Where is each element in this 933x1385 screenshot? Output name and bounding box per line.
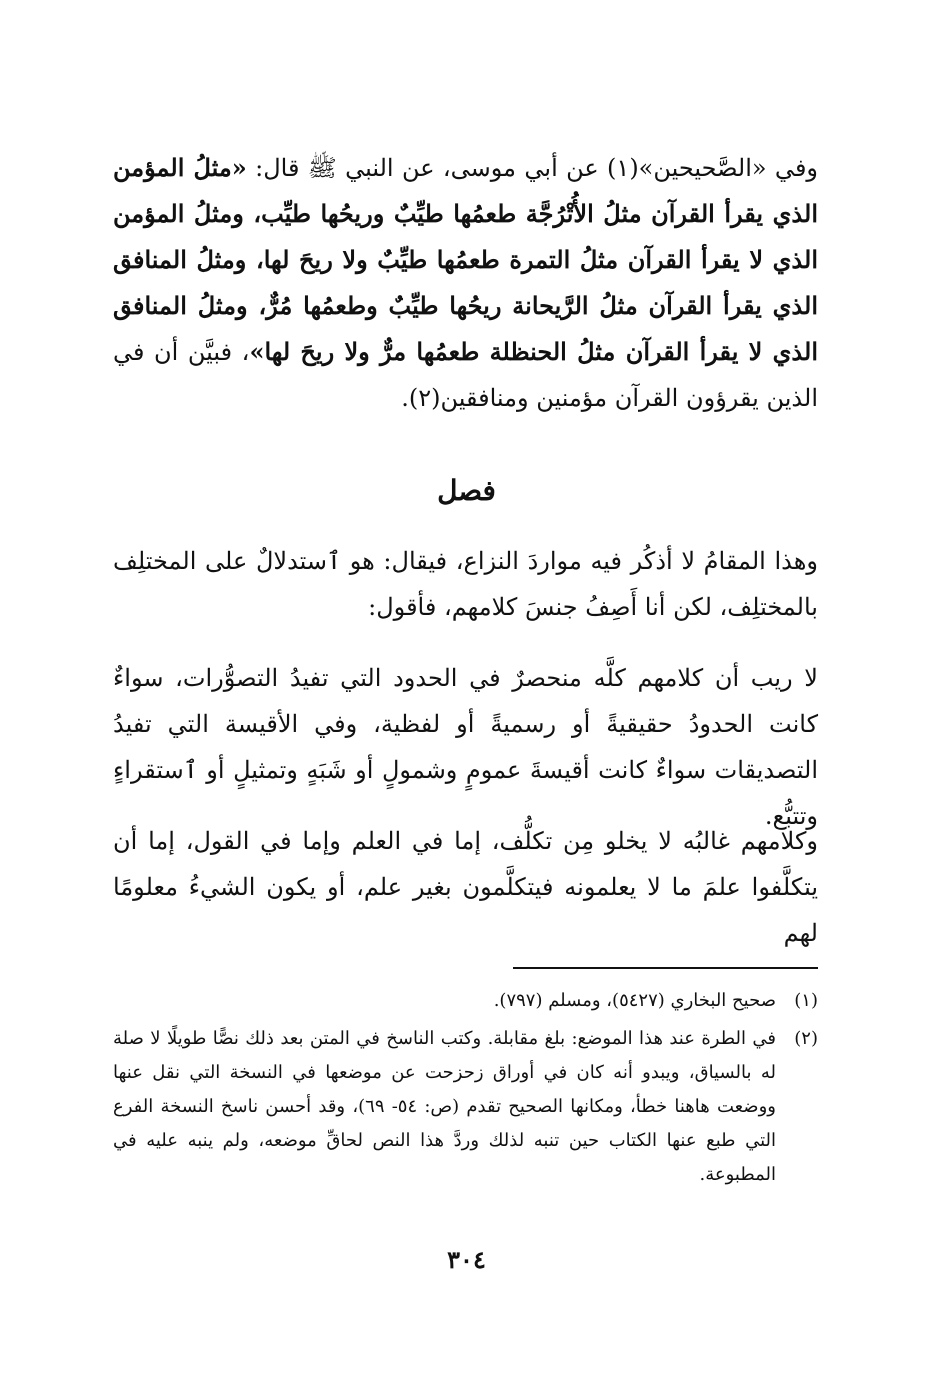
hadith-paragraph — [113, 145, 818, 421]
footnote-text: في الطرة عند هذا الموضع: بلغ مقابلة. وكتب الناسخ في المتن بعد ذلك نصًّا طويلًا لا صلة له بالسياق، ويبدو أنه كان في أوراق زحزحت عن موضعها في النسخة التي نقل عنها ووضعت هاهنا خطأ، ومكانها الصحيح تقدم (ص: ٥٤- ٦٩)، وقد أحسن ناسخ النسخة الفرع التي طبع عنها الكتاب حين تنبه لذلك وردَّ هذا النص لحاقِّ موضعه، ولم ينبه عليه في المطبوعة. — [113, 1028, 776, 1185]
footnote-number: (٢) — [794, 1028, 818, 1049]
footnote-divider — [513, 967, 818, 969]
hadith-quote: «مثلُ المؤمن الذي يقرأ القرآن مثلُ الأُتْرُجَّة طعمُها طيِّبٌ وريحُها طيِّب، ومثلُ المؤمن الذي لا يقرأ القرآن مثلُ التمرة طعمُها طيِّبٌ ولا ريحَ لها، ومثلُ المنافق الذي يقرأ القرآن مثلُ الرَّيحانة ريحُها طيِّبٌ وطعمُها مُرٌّ، ومثلُ المنافق الذي لا يقرأ القرآن مثلُ الحنظلة طعمُها مرٌّ ولا ريحَ لها» — [113, 153, 818, 366]
section-heading: فصل — [437, 474, 496, 507]
hadith-intro: وفي «الصَّحيحين»(١) عن أبي موسى، عن النبي ﷺ قال: — [246, 154, 819, 182]
footnote-1 — [113, 984, 818, 1018]
body-paragraph-definitions: لا ريب أن كلامهم كلَّه منحصرٌ في الحدود التي تفيدُ التصوُّرات، سواءٌ كانت الحدودُ حقيقيةً أو رسميةً أو لفظية، وفي الأقيسة التي تفيدُ التصديقات سواءٌ كانت أقيسةَ عمومٍ وشمولٍ أو شَبَهٍ وتمثيلٍ أو ٱستقراءٍ وتتبُّع. — [113, 664, 818, 830]
footnote-number: (١) — [794, 990, 818, 1011]
hadith-outro: ، فبيَّن أن في الذين يقرؤون القرآن مؤمنين ومنافقين(٢). — [113, 338, 818, 412]
footnotes — [113, 984, 818, 1196]
body-paragraph-intro: وهذا المقامُ لا أذكُر فيه مواردَ النزاع، فيقال: هو ٱستدلالٌ على المختلِف بالمختلِف، لكن أنا أَصِفُ جنسَ كلامهم، فأقول: — [113, 547, 818, 621]
page-number: ٣٠٤ — [447, 1245, 486, 1274]
footnote-text: صحيح البخاري (٥٤٢٧)، ومسلم (٧٩٧). — [493, 990, 776, 1011]
footnote-2 — [113, 1022, 818, 1192]
body-paragraph-takalluf: وكلامهم غالبُه لا يخلو مِن تكلُّف، إما في العلم وإما في القول، إما أن يتكلَّفوا علمَ ما لا يعلمونه فيتكلَّمون بغير علم، أو يكون الشيءُ معلومًا لهم — [113, 827, 818, 947]
